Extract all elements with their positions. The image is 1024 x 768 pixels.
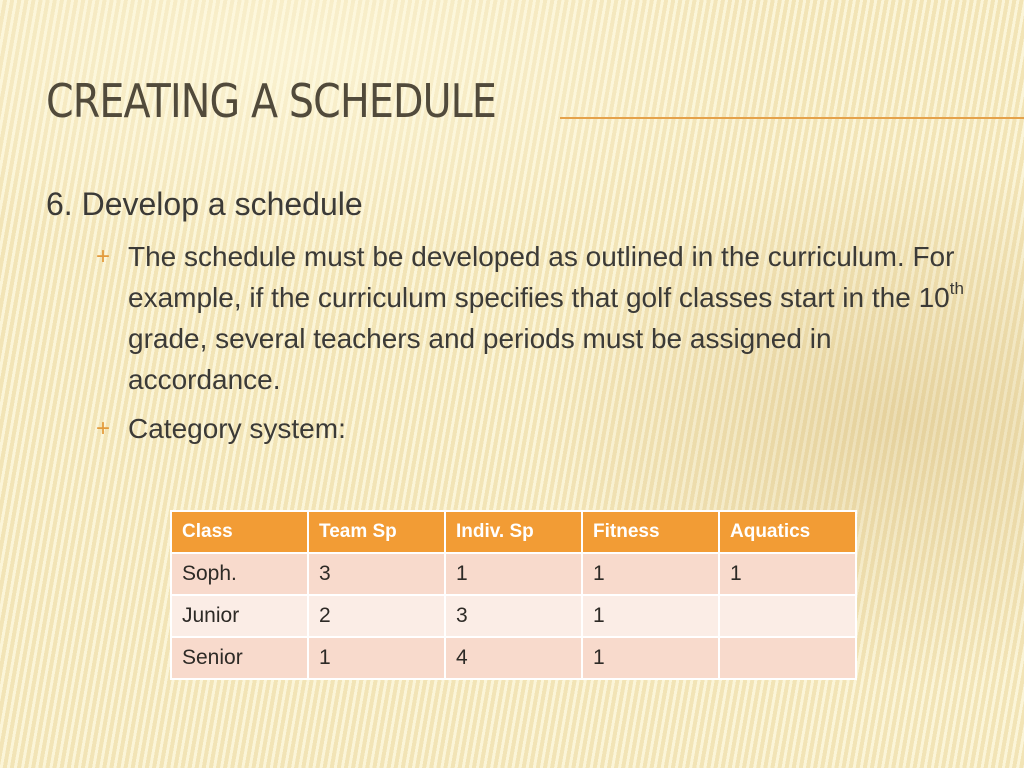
table-cell: 3 [445, 595, 582, 637]
table-cell: 1 [582, 637, 719, 679]
title-underline [560, 117, 1024, 119]
table-row [171, 595, 856, 637]
table-cell: 1 [582, 553, 719, 595]
header-cell: Team Sp [308, 511, 445, 553]
table-row [171, 553, 856, 595]
table-cell: 1 [308, 637, 445, 679]
header-cell: Class [171, 511, 308, 553]
table-cell [719, 595, 856, 637]
header-cell: Fitness [582, 511, 719, 553]
table-cell: 1 [582, 595, 719, 637]
plus-icon: + [96, 243, 111, 270]
header-cell: Indiv. Sp [445, 511, 582, 553]
header-cell: Aquatics [719, 511, 856, 553]
bullet-text-part1: The schedule must be developed as outlined in the curriculum. For example, if the curriculum specifies that golf classes start in the 10 [128, 241, 955, 313]
table-cell: 1 [719, 553, 856, 595]
slide-content [46, 184, 986, 457]
plus-icon: + [96, 415, 111, 442]
slide-title: CREATING A SCHEDULE [46, 74, 496, 128]
bullet-text: Category system: [128, 413, 346, 444]
table-row [171, 637, 856, 679]
table-cell: 2 [308, 595, 445, 637]
table-cell: Senior [171, 637, 308, 679]
table-cell [719, 637, 856, 679]
ordinal-superscript: th [949, 278, 964, 298]
bullet-item-category [46, 408, 986, 449]
category-table [170, 510, 857, 680]
bullet-text-part2: grade, several teachers and periods must be assigned in accordance. [128, 323, 832, 395]
table-cell: 4 [445, 637, 582, 679]
table-cell: 1 [445, 553, 582, 595]
table-cell: 3 [308, 553, 445, 595]
table-header-row [171, 511, 856, 553]
table-cell: Soph. [171, 553, 308, 595]
table-cell: Junior [171, 595, 308, 637]
level1-item: 6. Develop a schedule [46, 186, 363, 222]
bullet-item-schedule [46, 236, 986, 400]
